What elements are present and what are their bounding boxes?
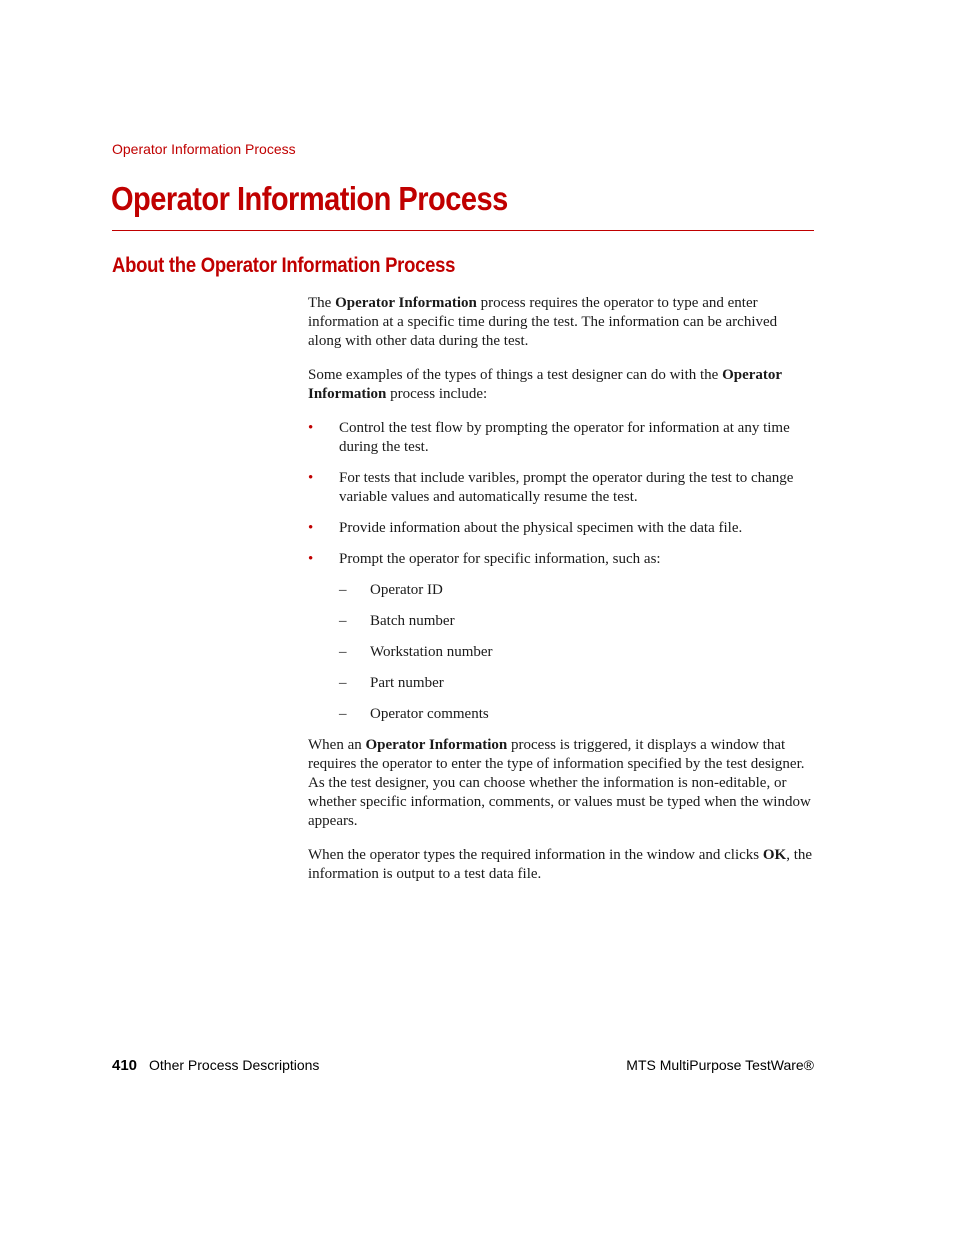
bold-term: Operator Information (335, 295, 477, 311)
running-header: Operator Information Process (112, 141, 296, 157)
dash-icon: – (339, 613, 347, 629)
intro-paragraph: The Operator Information process requires the operator to type and enter information at a specific time during the test. The information can be archived along with other data during the test. (308, 295, 778, 349)
bullet-icon: • (308, 470, 314, 486)
dash-icon: – (339, 582, 347, 598)
bullet-icon: • (308, 520, 314, 536)
bullet-icon: • (308, 551, 314, 567)
section-heading: About the Operator Information Process (112, 254, 456, 277)
bullet-item: • Prompt the operator for specific information, such as: (308, 551, 661, 567)
dash-icon: – (339, 644, 347, 660)
bold-term: Operator Information (308, 367, 782, 402)
dash-icon: – (339, 675, 347, 691)
bullet-icon: • (308, 420, 314, 436)
bullet-item: • Control the test flow by prompting the operator for information at any time during the test. (308, 420, 790, 455)
sub-list-item: – Batch number (339, 613, 455, 629)
sub-list-item: – Operator ID (339, 582, 443, 598)
footer-product-name: MTS MultiPurpose TestWare® (626, 1057, 814, 1073)
bold-term: Operator Information (365, 737, 508, 753)
output-paragraph: When the operator types the required information in the window and clicks OK, the information is output to a test data file. (308, 847, 813, 882)
page-title: Operator Information Process (111, 180, 508, 217)
page-number: 410 (112, 1057, 138, 1074)
sub-list-item: – Workstation number (339, 644, 493, 660)
body-content (308, 294, 814, 899)
examples-paragraph: Some examples of the types of things a test designer can do with the Operator Information process include: (308, 367, 782, 402)
bullet-item: • For tests that include varibles, prompt the operator during the test to change variable values and automatically resume the test. (308, 470, 794, 505)
title-divider (112, 230, 814, 231)
sub-list-item: – Operator comments (339, 706, 489, 722)
bullet-list (308, 419, 814, 569)
bold-term: OK (762, 847, 787, 863)
footer-section-title: Other Process Descriptions (149, 1057, 320, 1073)
sub-list-item: – Part number (339, 675, 444, 691)
page-footer (112, 1057, 814, 1074)
trigger-paragraph: When an Operator Information process is triggered, it displays a window that requires the operator to enter the type of information specified by the test designer. As the test designer, you can choose whether the information is non-editable, or whether specific information, comments, or values must be typed when the window appears. (308, 737, 811, 829)
bullet-item: • Provide information about the physical specimen with the data file. (308, 520, 743, 536)
dash-icon: – (339, 706, 347, 722)
sub-list (308, 581, 814, 724)
